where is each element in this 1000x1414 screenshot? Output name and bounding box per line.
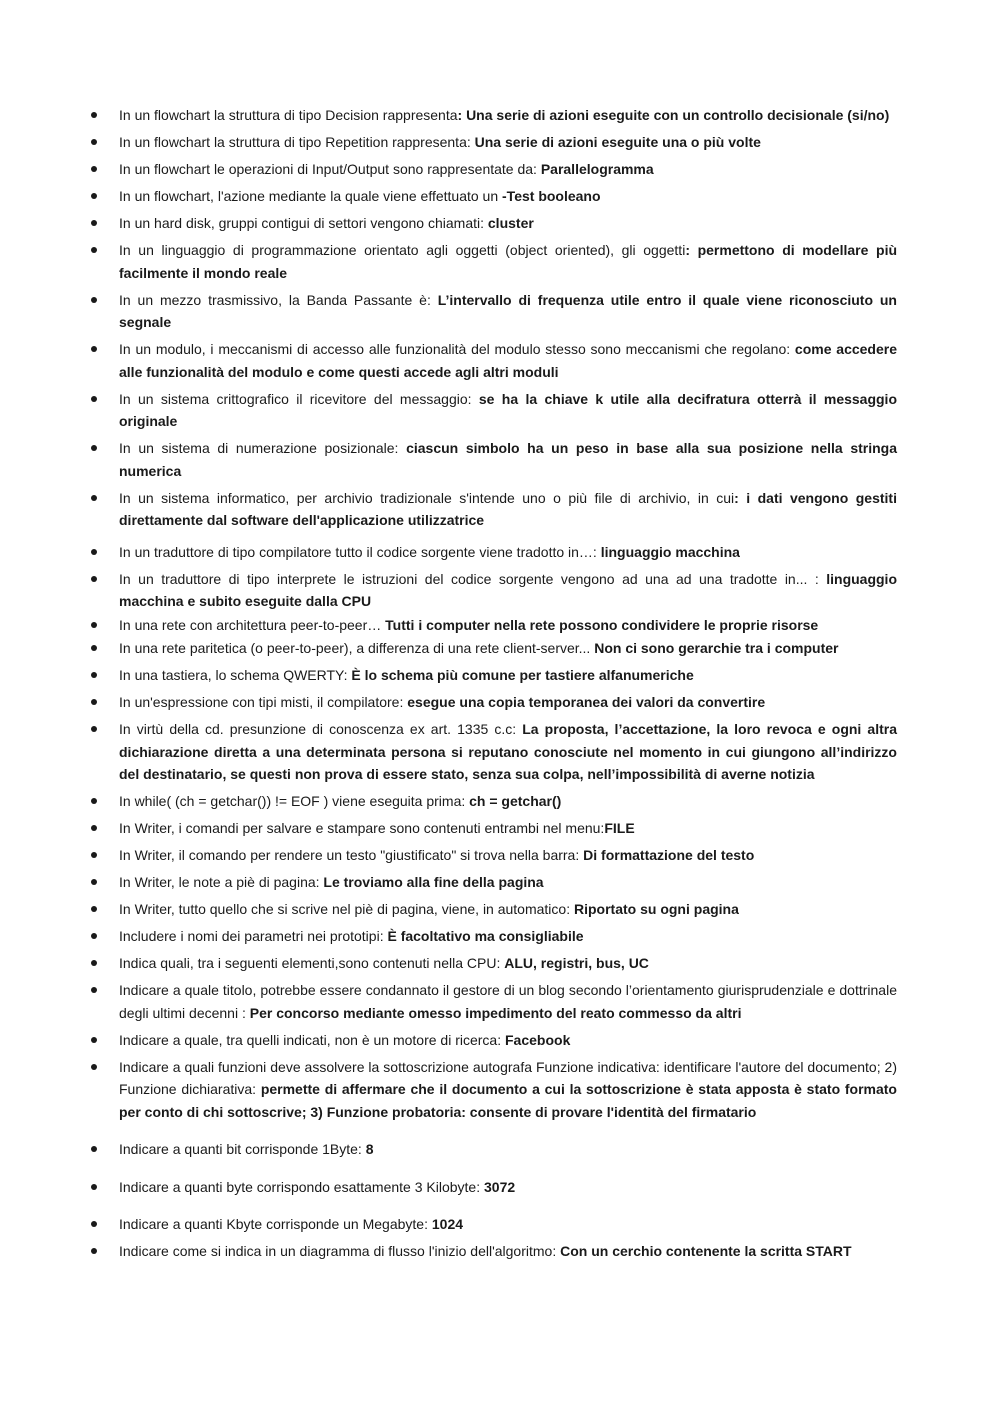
question-text: In una tastiera, lo schema QWERTY: <box>119 667 352 683</box>
question-text: In un'espressione con tipi misti, il compilatore: <box>119 694 408 710</box>
answer-text: L’intervallo di frequenza utile entro il quale viene riconosciuto un segnale <box>119 291 897 330</box>
list-item <box>90 158 897 181</box>
answer-text: se ha la chiave k utile alla decifratura otterrà il messaggio originale <box>119 390 898 429</box>
question-text: In Writer, il comando per rendere un testo "giustificato" si trova nella barra: <box>119 847 584 863</box>
answer-text: ciascun simbolo ha un peso in base alla sua posizione nella stringa numerica <box>119 440 897 479</box>
question-text: In Writer, le note a piè di pagina: <box>119 874 324 890</box>
list-item <box>90 614 897 637</box>
question-text: Indicare a quali funzioni deve assolvere la sottoscrizione autografa Funzione indicativa: identificare l'autore del documento; 2) Funzione dichiarativa: <box>119 1058 897 1097</box>
question-text: Indicare a quale, tra quelli indicati, non è un motore di ricerca: <box>119 1031 505 1048</box>
answer-text: Di formattazione del testo <box>583 847 755 863</box>
list-item <box>90 1138 897 1161</box>
question-text: In un mezzo trasmissivo, la Banda Passante è: <box>119 291 438 308</box>
list-item <box>90 437 897 482</box>
list-item <box>90 212 897 235</box>
question-text: Indicare a quanti byte corrispondo esattamente 3 Kilobyte: <box>119 1178 484 1195</box>
question-text: Indica quali, tra i seguenti elementi,sono contenuti nella CPU: <box>119 955 505 971</box>
question-text: In un traduttore di tipo compilatore tutto il codice sorgente viene tradotto in…: <box>119 543 601 560</box>
answer-text: -Test booleano <box>502 188 601 204</box>
question-text: Indicare a quale titolo, potrebbe essere condannato il gestore di un blog secondo l’orientamento giurisprudenziale e dottrinale degli ultimi decenni : <box>119 982 897 1021</box>
list-item <box>90 979 897 1024</box>
question-text: In Writer, tutto quello che si scrive nel piè di pagina, viene, in automatico: <box>119 901 574 917</box>
answer-text: Tutti i computer nella rete possono condividere le proprie risorse <box>385 616 819 633</box>
answer-text: come accedere alle funzionalità del modulo e come questi accede agli altri moduli <box>119 341 898 380</box>
question-text: In una rete con architettura peer-to-peer… <box>119 616 386 633</box>
answer-text: permette di affermare che il documento a cui la sottoscrizione è stata apposta è stato formato per conto di chi sottoscrive; 3) Funzione probatoria: consente di provare l'identità del firmatario <box>119 1081 897 1120</box>
answer-text: : permettono di modellare più facilmente il mondo reale <box>119 242 898 281</box>
question-text: In un hard disk, gruppi contigui di settori vengono chiamati: <box>119 215 488 231</box>
answer-text: 3072 <box>484 1178 516 1195</box>
list-item <box>90 1213 897 1236</box>
list-item <box>90 568 897 613</box>
answer-text: Parallelogramma <box>540 161 654 177</box>
question-text: In un flowchart la struttura di tipo Repetition rappresenta: <box>119 134 475 150</box>
question-text: In un sistema crittografico il ricevitore del messaggio: <box>119 390 479 407</box>
list-item <box>90 1240 897 1263</box>
answer-text: Riportato su ogni pagina <box>574 901 739 917</box>
question-text: Indicare a quanti bit corrisponde 1Byte: <box>119 1141 366 1157</box>
question-text: In Writer, i comandi per salvare e stampare sono contenuti entrambi nel menu: <box>119 820 605 836</box>
question-text: In virtù della cd. presunzione di conoscenza ex art. 1335 c.c: <box>119 721 523 737</box>
list-item <box>90 718 897 786</box>
answer-text: Facebook <box>505 1031 571 1048</box>
qa-list <box>90 104 897 1267</box>
list-item <box>90 185 897 208</box>
list-item <box>90 239 897 284</box>
answer-text: Non ci sono gerarchie tra i computer <box>594 640 839 656</box>
list-item <box>90 664 897 687</box>
answer-text: Con un cerchio contenente la scritta START <box>560 1243 852 1259</box>
list-item <box>90 898 897 921</box>
question-text: In un flowchart la struttura di tipo Decision rappresenta <box>119 107 458 123</box>
list-item <box>90 487 897 532</box>
answer-text: Per concorso mediante omesso impedimento del reato commesso da altri <box>249 1004 742 1021</box>
question-text: Indicare come si indica in un diagramma di flusso l'inizio dell'algoritmo: <box>119 1243 561 1259</box>
question-text: In while( (ch = getchar()) != EOF ) viene eseguita prima: <box>119 793 470 809</box>
question-text: In un flowchart le operazioni di Input/Output sono rappresentate da: <box>119 161 541 177</box>
answer-text: : i dati vengono gestiti direttamente dal software dell'applicazione utilizzatrice <box>119 489 897 528</box>
list-item <box>90 952 897 975</box>
list-item <box>90 289 897 334</box>
list-item <box>90 131 897 154</box>
answer-text: ALU, registri, bus, UC <box>504 955 649 971</box>
answer-text: La proposta, l’accettazione, la loro revoca e ogni altra dichiarazione diretta a una determinata persona si reputano conosciute nel momento in cui giungono all’indirizzo del destinatario, se questi non prova di essere stato, senza sua colpa, nell’impossibilità di averne notizia <box>119 721 897 782</box>
question-text: In una rete paritetica (o peer-to-peer), a differenza di una rete client-server... <box>119 640 595 656</box>
question-text: In un sistema informatico, per archivio tradizionale s'intende uno o più file di archivio, in cui <box>119 489 735 506</box>
list-item <box>90 388 897 433</box>
answer-text: esegue una copia temporanea dei valori da convertire <box>407 694 766 710</box>
list-item <box>90 541 897 564</box>
list-item <box>90 104 897 127</box>
question-text: In un modulo, i meccanismi di accesso alle funzionalità del modulo stesso sono meccanismi che regolano: <box>119 341 795 357</box>
answer-text: È lo schema più comune per tastiere alfanumeriche <box>351 667 694 683</box>
list-item <box>90 691 897 714</box>
list-item <box>90 1029 897 1052</box>
answer-text: FILE <box>604 820 635 836</box>
list-item <box>90 871 897 894</box>
list-item <box>90 817 897 840</box>
list-item <box>90 925 897 948</box>
answer-text: ch = getchar() <box>469 793 562 809</box>
question-text: In un flowchart, l'azione mediante la quale viene effettuato un <box>119 188 503 204</box>
list-item <box>90 844 897 867</box>
question-text: In un traduttore di tipo interprete le istruzioni del codice sorgente vengono ad una ad una tradotte in... : <box>119 570 827 587</box>
answer-text: 1024 <box>431 1216 464 1232</box>
question-text: In un linguaggio di programmazione orientato agli oggetti (object oriented), gli oggetti <box>119 242 686 258</box>
list-item <box>90 1056 897 1124</box>
list-item <box>90 338 897 383</box>
list-item <box>90 637 897 660</box>
answer-text: 8 <box>365 1141 374 1157</box>
answer-text: È facoltativo ma consigliabile <box>387 928 584 944</box>
list-item <box>90 1176 897 1199</box>
question-text: Indicare a quanti Kbyte corrisponde un Megabyte: <box>119 1216 432 1232</box>
list-item <box>90 790 897 813</box>
question-text: Includere i nomi dei parametri nei prototipi: <box>119 928 388 944</box>
answer-text: linguaggio macchina e subito eseguite dalla CPU <box>119 570 897 609</box>
answer-text: Le troviamo alla fine della pagina <box>323 874 544 890</box>
answer-text: linguaggio macchina <box>600 543 740 560</box>
answer-text: : Una serie di azioni eseguite con un controllo decisionale (si/no) <box>457 107 890 123</box>
answer-text: cluster <box>487 215 534 231</box>
answer-text: Una serie di azioni eseguite una o più volte <box>474 134 761 150</box>
question-text: In un sistema di numerazione posizionale: <box>119 440 407 456</box>
